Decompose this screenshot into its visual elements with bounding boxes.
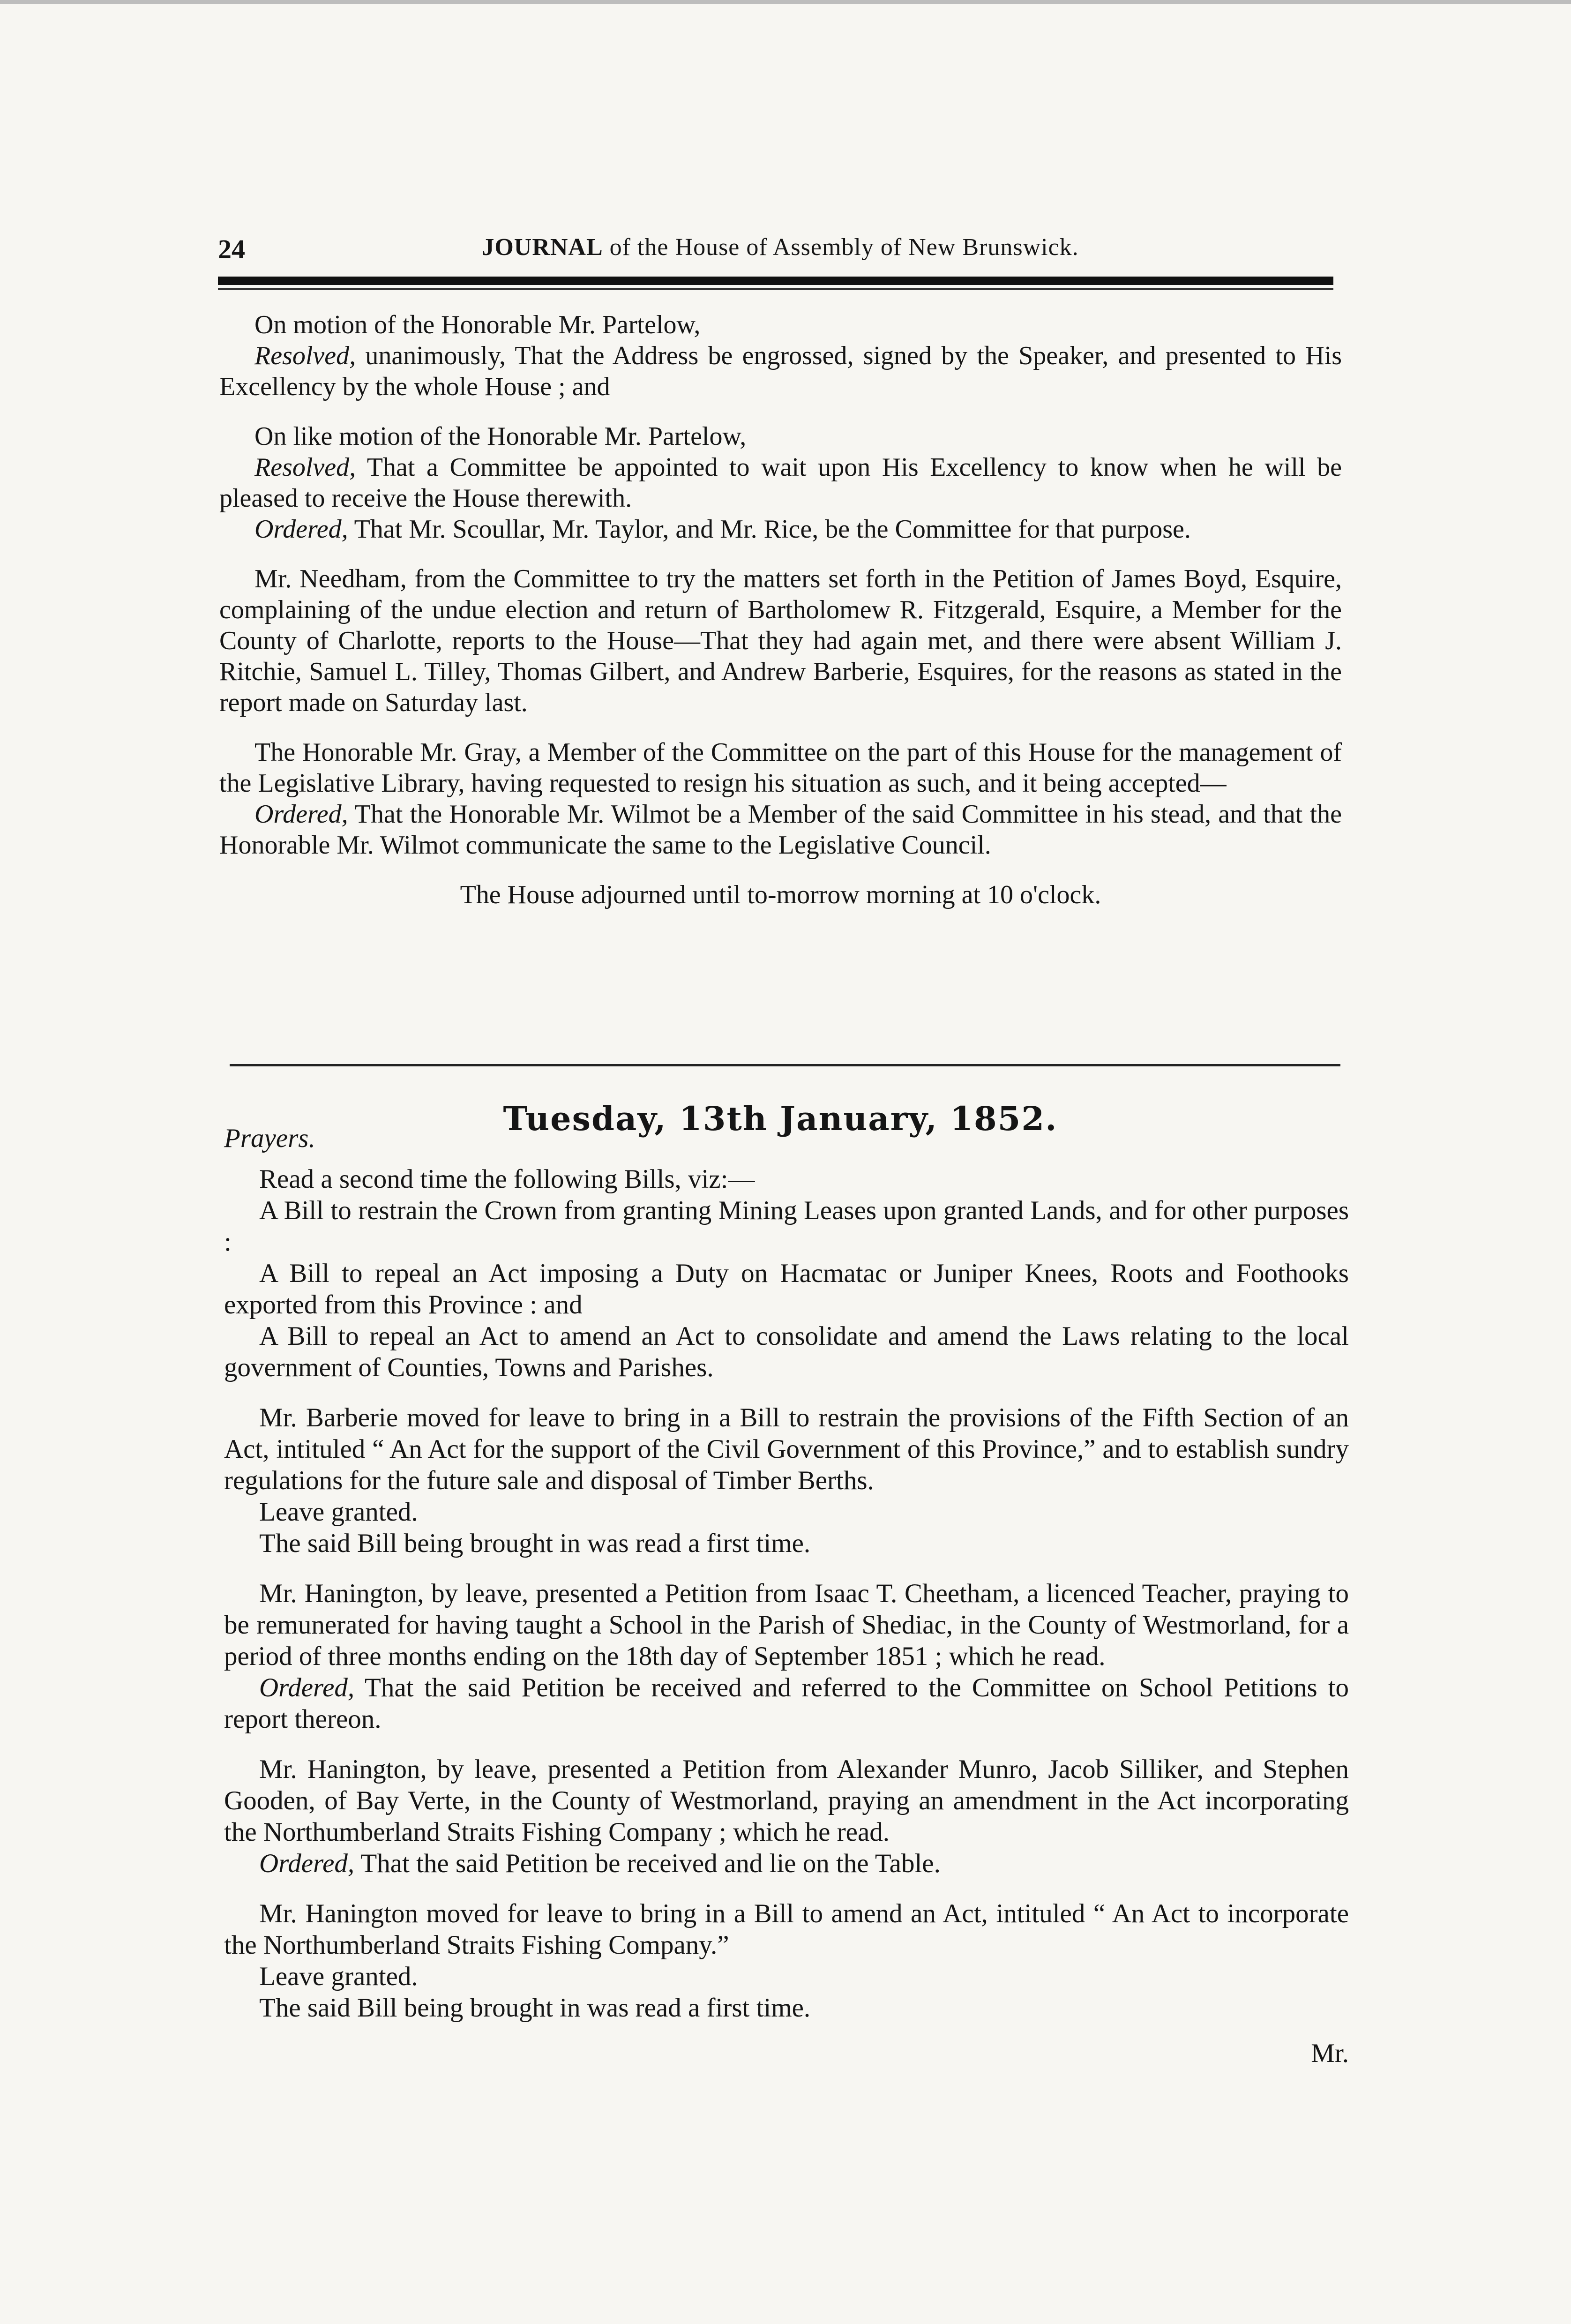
running-head (218, 233, 1343, 261)
resolved-label: Resolved, (254, 453, 356, 482)
paragraph: Mr. Needham, from the Committee to try the matters set forth in the Petition of James Boyd, Esquire, complaining of the undue election and return of Bartholomew R. Fitzgerald, Esquire, a Member for the County of Charlotte, reports to the House—That they had again met, and there were absent William J. Ritchie, Samuel L. Tilley, Thomas Gilbert, and Andrew Barberie, Esquires, for the reasons as stated in the report made on Saturday last. (219, 564, 1342, 717)
paragraph: On like motion of the Honorable Mr. Partelow, (254, 422, 747, 451)
paragraph-text: That the said Petition be received and lie on the Table. (354, 1849, 941, 1878)
paragraph (219, 340, 1342, 402)
paragraph-text: unanimously, That the Address be engrossed, signed by the Speaker, and presented to His Excellency by the whole House ; and (219, 341, 1342, 401)
resolved-label: Resolved, (254, 341, 356, 370)
paragraph: Leave granted. (259, 1497, 418, 1527)
page-top-edge (0, 0, 1571, 4)
paragraph (219, 452, 1342, 514)
paragraph (219, 514, 1342, 545)
catchword: Mr. (1311, 2039, 1349, 2068)
header-rule-thick (218, 277, 1333, 285)
ordered-label: Ordered, (254, 800, 348, 829)
paragraph: A Bill to restrain the Crown from granting Mining Leases upon granted Lands, and for other purposes : (224, 1196, 1349, 1257)
paragraph-text: That Mr. Scoullar, Mr. Taylor, and Mr. Rice, be the Committee for that purpose. (348, 515, 1191, 544)
ordered-label: Ordered, (259, 1849, 355, 1878)
paragraph: Mr. Hanington, by leave, presented a Petition from Isaac T. Cheetham, a licenced Teacher, praying to be remunerated for having taught a School in the Parish of Shediac, in the County of Westmorland, for a period of three months ending on the 18th day of September 1851 ; which he read. (224, 1579, 1349, 1671)
paragraph-text: That a Committee be appointed to wait upon His Excellency to know when he will be pleased to receive the House therewith. (219, 453, 1342, 513)
paragraph: Leave granted. (259, 1962, 418, 1991)
page-header (218, 233, 1343, 271)
ordered-label: Ordered, (259, 1673, 355, 1702)
page-number: 24 (218, 234, 245, 264)
paragraph (224, 1672, 1349, 1735)
paragraph: Mr. Hanington, by leave, presented a Petition from Alexander Munro, Jacob Silliker, and Stephen Gooden, of Bay Verte, in the County of Westmorland, praying an amendment in the Act incorporating the Northumberland Straits Fishing Company ; which he read. (224, 1754, 1349, 1847)
paragraph (224, 1848, 1349, 1879)
paragraph: The said Bill being brought in was read a first time. (259, 1529, 811, 1558)
running-head-title: of the House of Assembly of New Brunswick. (603, 234, 1079, 261)
ordered-label: Ordered, (254, 515, 348, 544)
paragraph: A Bill to repeal an Act to amend an Act to consolidate and amend the Laws relating to the local government of Counties, Towns and Parishes. (224, 1321, 1349, 1382)
paragraph-text: That the Honorable Mr. Wilmot be a Member of the said Committee in his stead, and that the Honorable Mr. Wilmot communicate the same to the Legislative Council. (219, 800, 1342, 860)
header-rule-thin (218, 288, 1333, 290)
section-divider (230, 1064, 1340, 1066)
prayers-label: Prayers. (224, 1124, 315, 1153)
date-heading: Tuesday, 13th January, 1852. (503, 1099, 1058, 1138)
paragraph (219, 799, 1342, 861)
paragraph: Read a second time the following Bills, viz:— (259, 1164, 755, 1194)
paragraph: On motion of the Honorable Mr. Partelow, (254, 310, 701, 339)
paragraph: Mr. Barberie moved for leave to bring in a Bill to restrain the provisions of the Fifth Section of an Act, intituled “ An Act for the support of the Civil Government of this Province,” and to establish sundry regulations for the future sale and disposal of Timber Berths. (224, 1403, 1349, 1495)
proceedings-tuesday (224, 1123, 1349, 2069)
proceedings-continued (219, 309, 1342, 910)
paragraph: A Bill to repeal an Act imposing a Duty on Hacmatac or Juniper Knees, Roots and Foothooks exported from this Province : and (224, 1259, 1349, 1319)
paragraph: Mr. Hanington moved for leave to bring in a Bill to amend an Act, intituled “ An Act to incorporate the Northumberland Straits Fishing Company.” (224, 1899, 1349, 1960)
running-head-journal: JOURNAL (482, 234, 603, 261)
paragraph: The said Bill being brought in was read a first time. (259, 1993, 811, 2023)
paragraph-text: That the said Petition be received and referred to the Committee on School Petitions to report thereon. (224, 1673, 1349, 1734)
paragraph: The Honorable Mr. Gray, a Member of the Committee on the part of this House for the management of the Legislative Library, having requested to resign his situation as such, and it being accepted— (219, 738, 1342, 798)
adjournment-line: The House adjourned until to-morrow morning at 10 o'clock. (460, 880, 1101, 909)
